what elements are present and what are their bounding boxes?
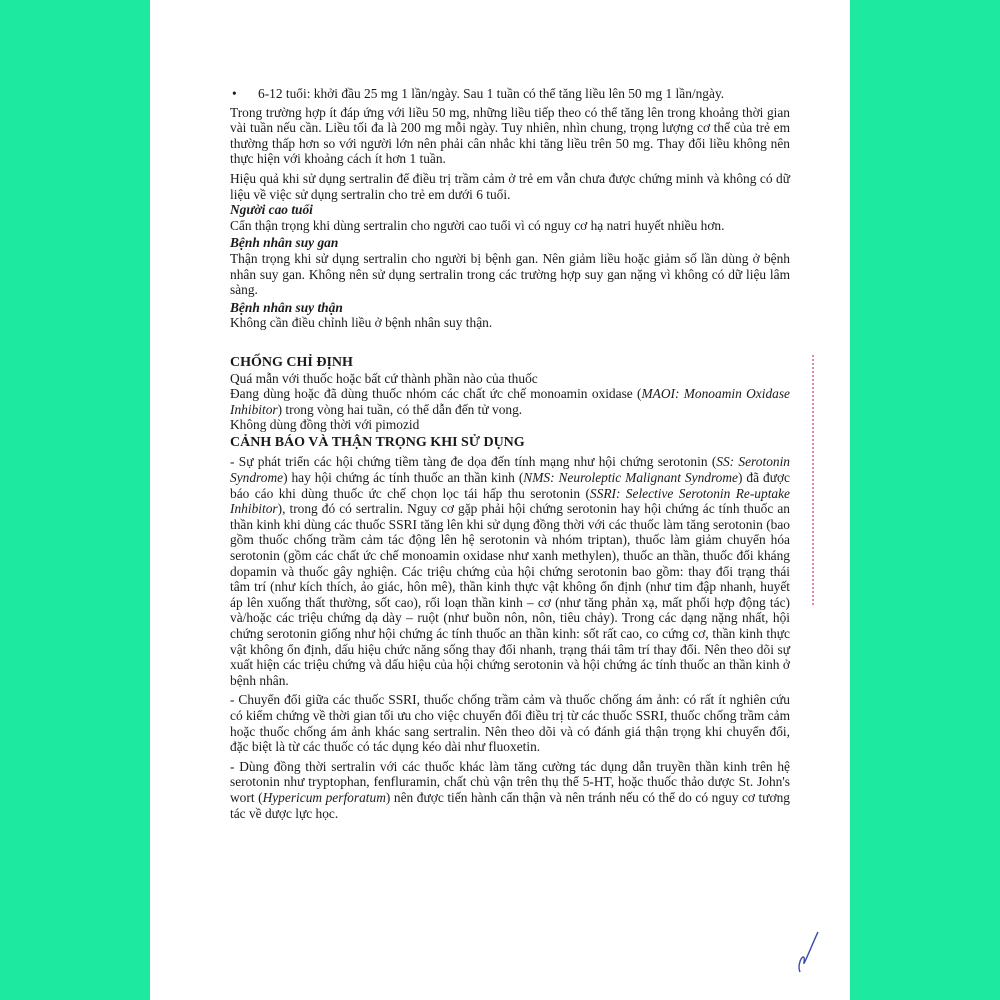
paragraph-elderly: Cẩn thận trọng khi dùng sertralin cho người cao tuổi vì có nguy cơ hạ natri huyết nhiều hơn. xyxy=(230,217,725,233)
paragraph-kidney: Không cần điều chỉnh liều ở bệnh nhân suy thận. xyxy=(230,315,493,331)
warning-paragraph-1: - Sự phát triển các hội chứng tiềm tàng đe dọa đến tính mạng như hội chứng serotonin (SS: Serotonin Syndrome) hay hội chứng ác tính thuốc an thần kinh (NMS: Neuroleptic Malignant Syndrome) đã được báo cáo khi dùng thuốc ức chế chọn lọc tái hấp thu serotonin (SSRI: Selective Serotonin Re-uptake Inhibitor), trong đó có sertralin. Nguy cơ gặp phải hội chứng serotonin hay hội chứng ác tính thuốc an thần kinh khi dùng các thuốc SSRI tăng lên khi sử dụng đồng thời với các thuốc làm tăng serotonin (bao gồm thuốc chống trầm cảm tác động lên hệ serotonin và nhóm triptan), thuốc làm giảm chuyển hóa serotonin (gồm các chất ức chế monoamin oxidase như xanh methylen), thuốc an thần, thuốc đối kháng dopamin và thuốc gây nghiện. Các triệu chứng của hội chứng serotonin bao gồm: thay đổi trạng thái tâm trí (như kích thích, ảo giác, hôn mê), thần kinh thực vật không ổn định (như tim đập nhanh, huyết áp lên xuống thất thường, sốt cao), rối loạn thần kinh – cơ (như tăng phản xạ, mất phối hợp động tác) và/hoặc các triệu chứng dạ dày – ruột (như buồn nôn, nôn, tiêu chảy). Trong các dạng nặng nhất, hội chứng serotonin giống như hội chứng ác tính thuốc an thần kinh: sốt rất cao, co cứng cơ, thần kinh thực vật không ổn định, dấu hiệu chức năng sống thay đổi nhanh, trạng thái tâm trí thay đổi. Nên theo dõi sự xuất hiện các triệu chứng và dấu hiệu của hội chứng serotonin và hội chứng ác tính thuốc an thần kinh ở bệnh nhân. xyxy=(230,454,790,688)
contra-item-1: Quá mẫn với thuốc hoặc bất cứ thành phần nào của thuốc xyxy=(230,370,538,386)
dose-bullet xyxy=(230,86,790,102)
subheading-kidney: Bệnh nhân suy thận xyxy=(230,299,343,315)
paragraph-liver: Thận trọng khi sử dụng sertralin cho người bị bệnh gan. Nên giảm liều hoặc giảm số lần dùng ở bệnh nhân suy gan. Không nên sử dụng sertralin trong các trường hợp suy gan nặng vì không có dữ liệu lâm sàng. xyxy=(230,250,790,298)
subheading-elderly: Người cao tuổi xyxy=(230,202,313,218)
heading-warnings: CẢNH BÁO VÀ THẬN TRỌNG KHI SỬ DỤNG xyxy=(230,434,525,450)
paragraph-limited-response: Trong trường hợp ít đáp ứng với liều 50 mg, những liều tiếp theo có thể tăng lên trong khoảng thời gian vài tuần nếu cần. Liều tối đa là 200 mg mỗi ngày. Tuy nhiên, nhìn chung, trọng lượng cơ thể của trẻ em thường thấp hơn so với người lớn nên phải cân nhắc khi tăng liều trên 50 mg. Thay đổi liều không nên thực hiện với khoảng cách ít hơn 1 tuần. xyxy=(230,104,790,167)
paragraph-efficacy: Hiệu quả khi sử dụng sertralin để điều trị trầm cảm ở trẻ em vẫn chưa được chứng minh và không có dữ liệu về việc sử dụng sertralin cho trẻ em dưới 6 tuổi. xyxy=(230,170,790,202)
heading-contraindications: CHỐNG CHỈ ĐỊNH xyxy=(230,354,353,370)
dose-bullet-text: 6-12 tuổi: khởi đầu 25 mg 1 lần/ngày. Sau 1 tuần có thể tăng liều lên 50 mg 1 lần/ngày. xyxy=(258,86,725,101)
contra-item-2: Đang dùng hoặc đã dùng thuốc nhóm các chất ức chế monoamin oxidase (MAOI: Monoamin Oxidase Inhibitor) trong vòng hai tuần, có thể dẫn đến tử vong. xyxy=(230,386,790,417)
warning-paragraph-3: - Dùng đồng thời sertralin với các thuốc khác làm tăng cường tác dụng dẫn truyền thần kinh trên hệ serotonin như tryptophan, fenfluramin, chất chủ vận trên thụ thể 5-HT, hoặc thuốc thảo dược St. John's wort (Hypericum perforatum) nên được tiến hành cẩn thận và nên tránh nếu có thể do có nguy cơ tương tác về dược lực học. xyxy=(230,758,790,821)
document-page xyxy=(150,0,850,1000)
warning-paragraph-2: - Chuyển đổi giữa các thuốc SSRI, thuốc chống trầm cảm và thuốc chống ám ảnh: có rất ít nghiên cứu có kiểm chứng về thời gian tối ưu cho việc chuyển đổi điều trị từ các thuốc SSRI, thuốc chống trầm cảm hoặc thuốc chống ám ảnh khác sang sertralin. Nên theo dõi và có đánh giá thận trọng khi chuyển đổi, đặc biệt là từ các thuốc có tác dụng kéo dài như fluoxetin. xyxy=(230,692,790,755)
bullet-icon: • xyxy=(232,86,237,101)
contra-item-3: Không dùng đồng thời với pimozid xyxy=(230,417,420,433)
signature-mark xyxy=(792,928,822,976)
document-content xyxy=(230,86,790,825)
subheading-liver: Bệnh nhân suy gan xyxy=(230,235,339,251)
stamp-mark xyxy=(812,355,848,605)
